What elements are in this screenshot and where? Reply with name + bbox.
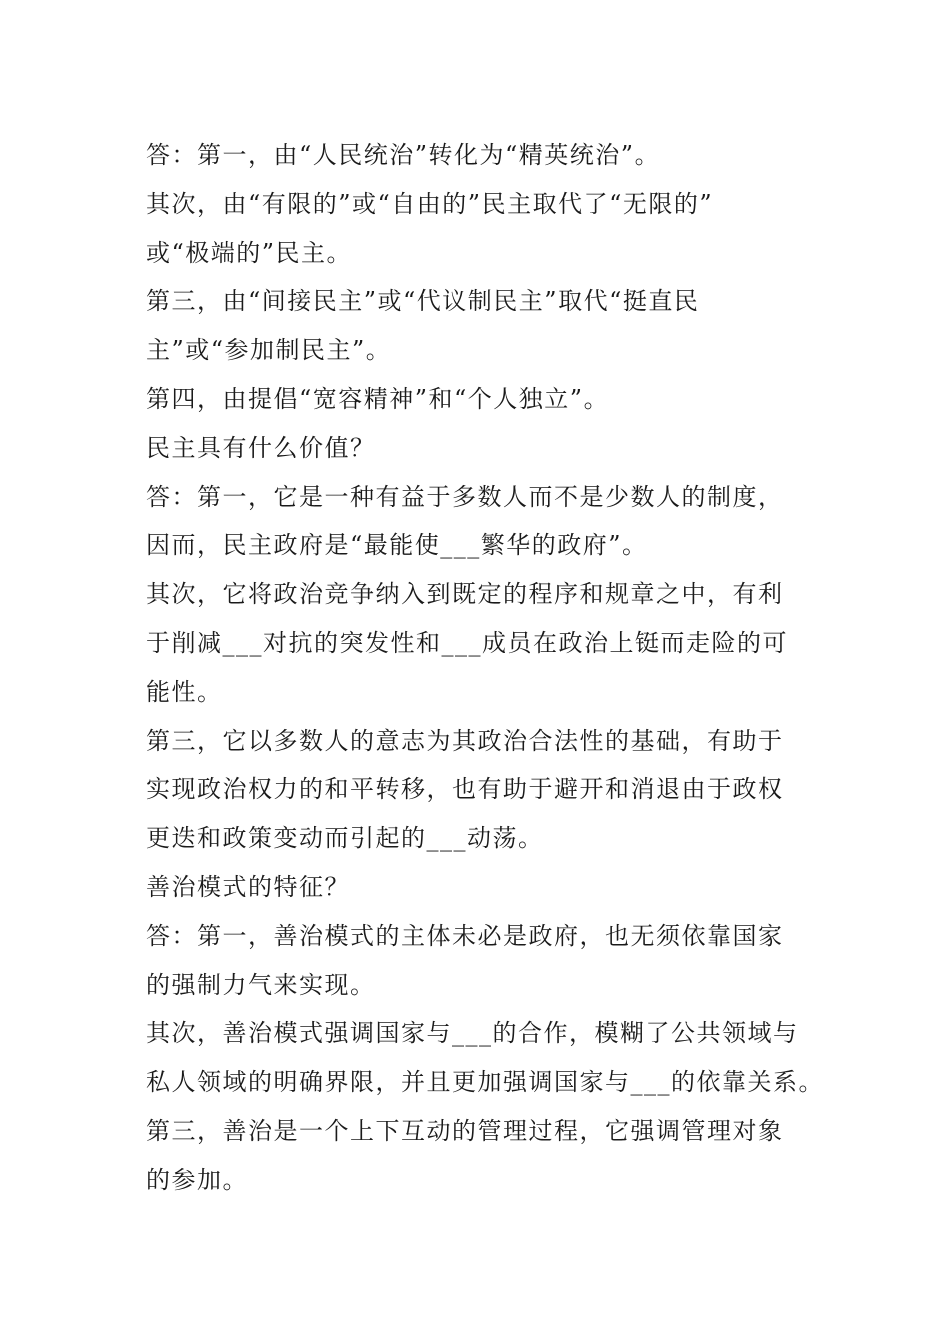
text-line: 实现政治权力的和平转移，也有助于避开和消退由于政权 <box>146 775 784 804</box>
text-line: 答：第一，由“人民统治”转化为“精英统治”。 <box>146 141 661 169</box>
text-line: 主”或“参加制民主”。 <box>146 336 392 365</box>
text-line: 第四，由提倡“宽容精神”和“个人独立”。 <box>146 384 610 413</box>
text-line: 的参加。 <box>146 1165 248 1194</box>
text-line: 更迭和政策变动而引起的___动荡。 <box>146 824 544 853</box>
text-line: 第三，由“间接民主”或“代议制民主”取代“挺直民 <box>146 287 700 316</box>
document-body <box>146 131 826 1205</box>
question-heading: 善治模式的特征？ <box>146 872 350 901</box>
question-heading: 民主具有什么价值？ <box>146 433 376 462</box>
text-line: 的强制力气来实现。 <box>146 970 376 999</box>
text-line: 于削减___对抗的突发性和___成员在政治上铤而走险的可 <box>146 628 788 657</box>
text-line: 其次，它将政治竞争纳入到既定的程序和规章之中，有利 <box>146 580 784 609</box>
text-line: 因而，民主政府是“最能使___繁华的政府”。 <box>146 531 648 560</box>
text-line: 第三，它以多数人的意志为其政治合法性的基础，有助于 <box>146 726 784 755</box>
text-line: 或“极端的”民主。 <box>146 238 353 267</box>
text-line: 答：第一，善治模式的主体未必是政府，也无须依靠国家 <box>146 921 784 950</box>
text-line: 第三，善治是一个上下互动的管理过程，它强调管理对象 <box>146 1116 784 1145</box>
text-line: 能性。 <box>146 677 223 706</box>
text-line: 其次，由“有限的”或“自由的”民主取代了“无限的” <box>146 189 714 218</box>
text-line: 其次，善治模式强调国家与___的合作，模糊了公共领域与 <box>146 1019 799 1048</box>
text-line: 私人领域的明确界限，并且更加强调国家与___的依靠关系。 <box>146 1068 824 1097</box>
text-line: 答：第一，它是一种有益于多数人而不是少数人的制度， <box>146 482 784 511</box>
